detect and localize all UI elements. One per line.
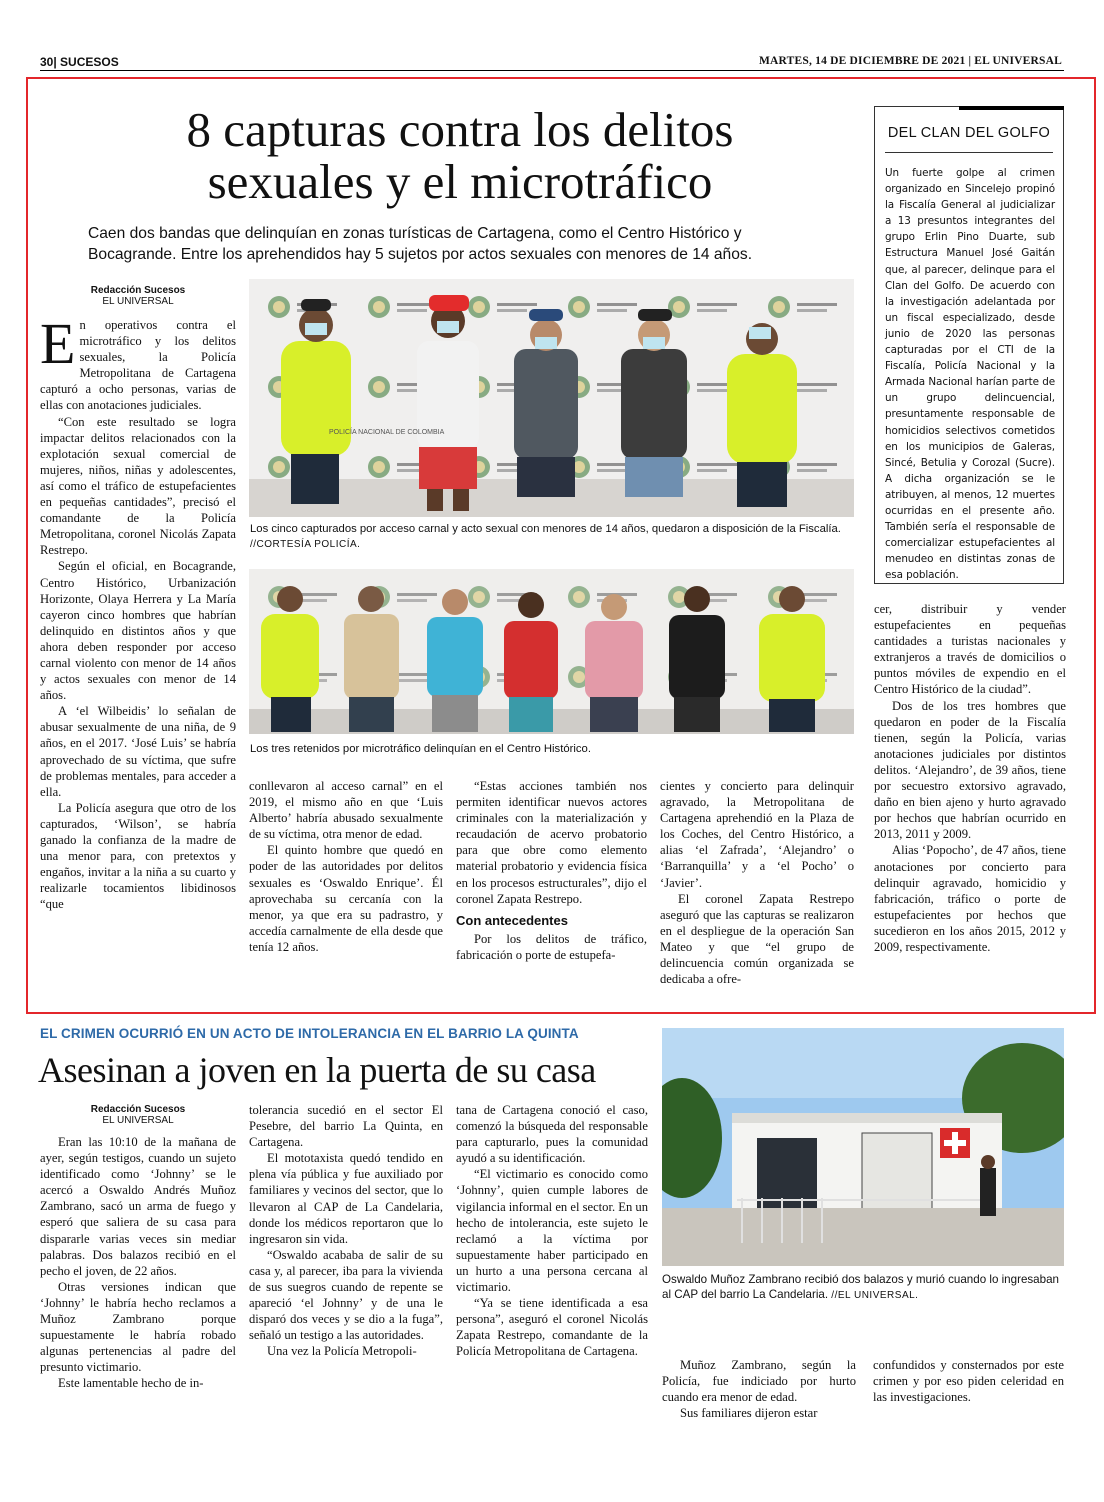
article1-byline-paper: EL UNIVERSAL [102,296,174,307]
cap-building-graphic [662,1028,1064,1266]
article2-paragraph: “Oswaldo acababa de salir de su casa y, al parecer, iba para la vivienda de sus suegros cuando de repente se apareció ‘el Johnny’ y de una le disparó dos veces y se dio a la fuga”, señaló un testigo a las autoridades. [249,1247,443,1343]
article1-paragraph: La Policía asegura que otro de los capturados, ‘Wilson’, se habría ganado la confianza de la madre de una menor para, con pretextos y engaños, invitar a la niña a su cuarto y realizarle tocamientos libidinosos “que [40,800,236,912]
article2-headline: Asesinan a joven en la puerta de su casa [38,1050,596,1090]
photo-caption-text: Los cinco capturados por acceso carnal y acto sexual con menores de 14 años, quedaron a disposición de la Fiscalía. [250,523,841,535]
article1-paragraph: A ‘el Wilbeidis’ lo señalan de abusar sexualmente de una niña, de 9 años, en el 2017. ‘José Luis’ se habría aprovechado de su víctima, que sufre de problemas mentales, para acceder a ella. [40,704,236,799]
article1-headline-line1: 8 capturas contra los delitos [186,102,734,157]
article2-paragraph: El mototaxista quedó tendido en plena vía pública y fue auxiliado por familiares y vecinos del sector, que lo llevaron al CAP de La Candelaria, donde los médicos reportaron que lo ingresaron sin vida. [249,1151,443,1246]
photo-credit: //CORTESÍA POLICÍA. [250,539,361,550]
article2-paragraph: Una vez la Policía Metropoli- [267,1344,417,1359]
photo-credit: //EL UNIVERSAL. [831,1290,919,1301]
sidebar-title-rule [885,152,1053,153]
article1-paragraph: El coronel Zapata Restrepo aseguró que las capturas se realizaron en el despliegue de la operación San Mateo y que “el grupo de delincuencia común organizada se dedicaba a ofre- [660,891,854,987]
sidebar-box [874,106,1064,584]
article1-paragraph: cer, distribuir y vender estupefacientes en pequeñas cantidades a turistas nacionales y extranjeros a través de domicilios o puntos móviles de expendio en el Centro Histórico de la ciudad”. [874,602,1066,697]
article1-column-2 [249,778,443,955]
article1-photo-2 [249,569,854,734]
article1-dropcap: E [40,311,76,376]
sidebar-body: Un fuerte golpe al crimen organizado en Sincelejo propinó la Fiscalía General al judicializar a 13 presuntos integrantes del grupo Erlin Pino Duarte, sub Estructura Manuel José Gaitán que, al parecer, delinque para el Clan del Golfo. De acuerdo con la investigación adelantada por un fiscal especializado, desde junio de 2020 las personas capturadas por el CTI de la Fiscalía, Policía Nacional y la Armada Nacional harían parte de un grupo delincuencial, presuntamente responsable de homicidios selectivos cometidos en los municipios de Galeras, Sincé, Betulia y Corozal (Sucre). A dicha organización se le atribuyen, al menos, 12 muertes ocurridas en el presente año. También sería el responsable de comercializar estupefacientes al menudeo en distintas zonas de esa población. [885,167,1055,582]
police-backdrop-graphic [249,279,854,517]
article2-column-5 [873,1357,1064,1405]
article2-photo [662,1028,1064,1266]
article1-paragraph: Dos de los tres hombres que quedaron en poder de la Fiscalía tienen, según la Policía, varias anotaciones judiciales por distintos delitos. ‘Alejandro’, de 39 años, tiene por secuestro extorsivo agravado, daño en bien ajeno y hurto agravado por hechos que habrían ocurrido en 2013, 2011 y 2009. [874,698,1066,842]
article2-paragraph: Muñoz Zambrano, según la Policía, fue indiciado por hurto cuando era menor de edad. [662,1358,856,1405]
article2-column-3 [456,1102,648,1360]
article2-kicker: EL CRIMEN OCURRIÓ EN UN ACTO DE INTOLERANCIA EN EL BARRIO LA QUINTA [40,1026,579,1041]
article1-column-1 [40,311,236,912]
article2-photo-caption [662,1272,1064,1303]
article1-photo-2-caption: Los tres retenidos por microtráfico delinquían en el Centro Histórico. [250,743,591,755]
article2-paragraph: confundidos y consternados por este crimen y por eso piden celeridad en las investigaciones. [873,1358,1064,1405]
article1-column-3 [456,778,647,963]
article1-paragraph: Por los delitos de tráfico, fabricación o porte de estupefa- [456,931,647,962]
person-figure [980,1168,996,1216]
article2-paragraph: Otras versiones indican que ‘Johnny’ le habría hecho reclamos a Muñoz Zambrano porque supuestamente le habría robado algunas pertenencias al padre del presunto victimario. [40,1279,236,1375]
article1-paragraph: El quinto hombre que quedó en poder de las autoridades por delitos sexuales es ‘Oswaldo Enrique’. Él aprovechaba su cercanía con la menor, ya que era su padrastro, y accedía carnalmente de ella desde que tenía 12 años. [249,843,443,954]
article2-paragraph: tana de Cartagena conoció el caso, comenzó la búsqueda del responsable para capturarlo, pues la comunidad ayudó a su identificación. [456,1103,648,1166]
article1-column-4 [660,778,854,987]
article1-paragraph: “Estas acciones también nos permiten identificar nuevos actores criminales con la materialización y recaudación de acervo probatorio para que obre como elemento material probatorio y evidencia física en los procesos estructurales”, dijo el coronel Zapata Restrepo. [456,779,647,906]
article1-byline-name: Redacción Sucesos [90,285,186,296]
article1-paragraph: cientes y concierto para delinquir agravado, la Metropolitana de Cartagena aprehendió en la Plaza de los Coches, del Centro Histórico, a alias ‘el Zafrada’, ‘Alejandro’ o ‘Barranquilla’ y a ‘el Pocho’ o ‘Javier’. [660,779,854,890]
article1-photo-1-caption [250,522,854,552]
article1-deck: Caen dos bandas que delinquían en zonas turísticas de Cartagena, como el Centro Histórico y Bocagrande. Entre los aprehendidos hay 5 sujetos por actos sexuales con menores de 14 años. [88,225,753,263]
article2-paragraph: Este lamentable hecho de in- [58,1376,204,1391]
article1-byline [40,285,236,307]
article2-column-1 [40,1134,236,1392]
article2-paragraph: “El victimario es conocido como ‘Johnny’, quien cumple labores de vigilancia informal en el sector. En un hecho de intolerancia, este sujeto le reclamó a la víctima por supuestamente haber participado en un hurto a una persona cercana al victimario. [456,1167,648,1295]
backdrop-text: POLICÍA NACIONAL DE COLOMBIA [329,429,445,436]
photo-caption-text: Oswaldo Muñoz Zambrano recibió dos balazos y murió cuando lo ingresaban al CAP del barrio La Candelaria. [662,1273,1059,1301]
article2-byline-name: Redacción Sucesos [90,1104,186,1115]
page-date-paper: MARTES, 14 DE DICIEMBRE DE 2021 | EL UNIVERSAL [758,55,1062,67]
article2-column-4 [662,1357,856,1421]
page-section-label: 30| SUCESOS [40,55,119,69]
article2-paragraph: Eran las 10:10 de la mañana de ayer, según testigos, cuando un sujeto identificado como ‘Johnny’ se le acercó a Oswaldo Andrés Muñoz Zambrano, sacó un arma de fuego y esperó que saliera de su casa para dispararle varias veces sin mediar palabras. Dos balazos recibió en el pecho el joven, de 22 años. [40,1135,236,1278]
article1-column-5 [874,601,1066,955]
article2-byline [40,1104,236,1126]
article1-paragraph: Alias ‘Popocho’, de 47 años, tiene anotaciones por concierto para delinquir agravado, homicidio y fabricación, tráfico o porte de estupefacientes por hechos que sucedieron en los años 2015, 2012 y 2009, respectivamente. [874,843,1066,954]
article2-paragraph: “Ya se tiene identificada a esa persona”, aseguró el coronel Nicolás Zapata Restrepo, comandante de la Policía Metropolitana de Cartagena. [456,1296,648,1359]
header-rule [40,70,1064,71]
article1-paragraph: Según el oficial, en Bocagrande, Centro Histórico, Urbanización Horizonte, Olaya Herrera y La María cayeron cinco hombres que habrían delinquido en distintos años y que ahora deben responder por acceso carnal violento con menor de 14 años y actos sexuales con menor de 14 años. [40,559,236,703]
article1-paragraph: conllevaron al acceso carnal” en el 2019, el mismo año en que ‘Luis Alberto’ habría abusado sexualmente de su víctima, otra menor de edad. [249,779,443,842]
article1-headline-line2: sexuales y el microtráfico [207,154,713,209]
article2-byline-paper: EL UNIVERSAL [102,1115,174,1126]
sidebar-title: DEL CLAN DEL GOLFO [887,125,1051,141]
article1-paragraph: “Con este resultado se logra impactar delitos relacionados con la explotación sexual comercial de mujeres, niños, niñas y adolescentes, así como el tráfico de estupefacientes en pequeñas cantidades”, precisó el comandante de la Policía Metropolitana, coronel Nicolás Zapata Restrepo. [40,414,236,558]
article2-column-2 [249,1102,443,1360]
sidebar-corner-bar [959,106,1064,110]
article1-photo-1 [249,279,854,517]
article1-subhead: Con antecedentes [456,912,568,928]
article1-paragraph: n operativos contra el microtráfico y los delitos sexuales, la Policía Metropolitana de Cartagena capturó a ocho personas, varias de ellas con anotaciones judiciales. [40,318,236,413]
article2-paragraph: Sus familiares dijeron estar [680,1406,818,1421]
article2-paragraph: tolerancia sucedió en el sector El Pesebre, del barrio La Quinta, en Cartagena. [249,1103,443,1150]
microtrafico-detainees-graphic [249,569,854,734]
article1-headline [30,104,890,208]
